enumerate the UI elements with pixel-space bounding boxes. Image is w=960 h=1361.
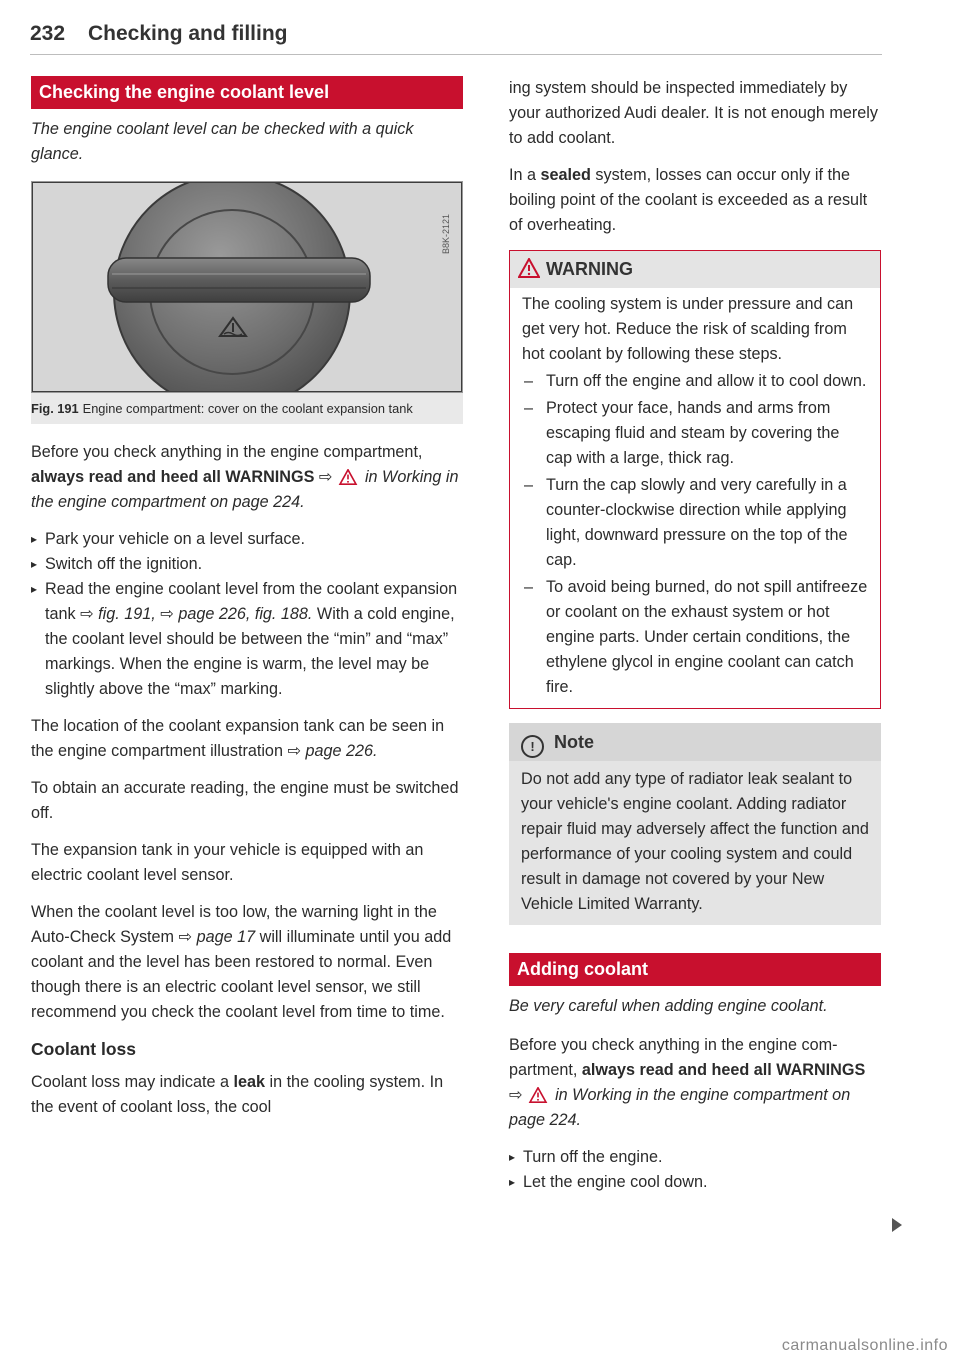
text-span: system, losses can occur only if the boiling point of the coolant is exceeded as a result of overheating. [509, 166, 868, 234]
step-list [509, 1145, 881, 1195]
figure-caption-text: Engine compartment: cover on the coolant expansion tank [82, 401, 413, 416]
section-lead: The engine coolant level can be checked with a quick glance. [31, 120, 414, 163]
text-span: With a cold engine, the coolant level should be between the “min” and “max” markings. When the engine is warm, the level may be slightly above the “max” marking. [45, 605, 455, 698]
step-list [31, 527, 463, 702]
paragraph-read-warnings [31, 440, 463, 515]
coolant-cap-figure [31, 181, 463, 393]
text-span: In a [509, 166, 541, 184]
figure-caption-label: Fig. 191 [31, 401, 79, 416]
warning-item: – Protect your face, hands and arms from escaping fluid and steam by covering the cap with a large, thick rag. [522, 396, 868, 471]
paragraph-read-warnings [509, 1033, 881, 1133]
paragraph-sensor: The expansion tank in your vehicle is equipped with an electric coolant level sensor. [31, 841, 424, 884]
text-span: When the coolant level is too low, the warning light in the Auto-Check System [31, 903, 437, 946]
paragraph-accurate-reading: To obtain an accurate reading, the engine must be switched off. [31, 779, 459, 822]
chapter-title: Checking and filling [88, 22, 288, 45]
paragraph-sealed [509, 163, 881, 238]
note-box [509, 723, 881, 925]
page-number: 232 [30, 22, 66, 45]
warning-intro: The cooling system is under pressure and can get very hot. Reduce the risk of scalding from hot coolant by following these steps. [522, 295, 854, 363]
step-item: ▸ Switch off the ignition. [31, 552, 463, 577]
step-item: ▸ Park your vehicle on a level surface. [31, 527, 463, 552]
text-span: ⇨ [509, 1086, 528, 1104]
italic-span: in Working in the engine compartment on page 224. [509, 1086, 851, 1129]
section-title-adding-coolant: Adding coolant [509, 953, 881, 986]
text-span: will illuminate until you add coolant and the level has been restored to normal. Even though there is an electric coolant level sensor, we still recommend you check the coolant level from time to time. [31, 928, 452, 1021]
note-body: Do not add any type of radiator leak sealant to your vehicle's engine coolant. Adding radiator repair fluid may adversely affect the function and performance of your cooling system and could result in damage not covered by your New Vehicle Limited Warranty. [521, 770, 869, 913]
figure-id-code: B8K-2121 [441, 214, 451, 255]
warning-triangle-icon [518, 258, 540, 278]
warning-item: – Turn the cap slowly and very carefully in a counter-clockwise direction while applying light, downward pressure on the top of the cap. [522, 473, 868, 573]
text-span: ⇨ [314, 468, 337, 486]
warning-item: – To avoid being burned, do not spill antifreeze or coolant on the exhaust system or hot engine parts. Under certain conditions, the ethylene glycol in engine coolant can catch fire. [522, 575, 868, 700]
warning-title: WARNING [546, 259, 633, 279]
exclamation-circle-icon: ! [521, 735, 544, 758]
text-span: The location of the coolant expansion tank can be seen in the engine compartment illustration [31, 717, 445, 760]
warning-triangle-icon [527, 1087, 549, 1103]
left-column [31, 76, 463, 1132]
warning-triangle-icon [337, 469, 359, 485]
cross-reference-link[interactable]: ⇨ fig. 191, ⇨ page 226, fig. 188. [80, 605, 313, 623]
paragraph-warning-light [31, 900, 463, 1025]
bold-span: always read and heed all WARNINGS [581, 1061, 866, 1079]
step-item: ▸ Turn off the engine. [509, 1145, 881, 1170]
bold-span: sealed [540, 166, 591, 184]
paragraph-location [31, 714, 463, 764]
note-header [509, 723, 881, 761]
cross-reference-link[interactable]: ⇨ page 226. [287, 742, 378, 760]
paragraph-inspection: ing system should be inspected immediately by your authorized Audi dealer. It is not enough merely to add coolant. [509, 79, 878, 147]
note-title: Note [554, 732, 594, 752]
warning-box [509, 250, 881, 709]
coolant-cap-illustration [32, 182, 462, 392]
text-span: Before you check anything in the engine compartment, [31, 443, 423, 461]
cross-reference-link[interactable]: ⇨ page 17 [178, 928, 256, 946]
section-lead: Be very careful when adding engine coolant. [509, 997, 828, 1015]
bold-span: always read and heed all WARNINGS [31, 468, 315, 486]
warning-body [510, 288, 880, 708]
page-header [30, 20, 882, 55]
text-span: Before you check anything in the engine compartment, [509, 1036, 838, 1079]
warning-item: – Turn off the engine and allow it to cool down. [522, 369, 868, 394]
next-page-arrow-icon [892, 1218, 902, 1232]
watermark: carmanualsonline.info [781, 1337, 948, 1354]
bold-span: leak [233, 1073, 265, 1091]
section-title-checking-coolant: Checking the engine coolant level [31, 76, 463, 109]
subheading-coolant-loss: Coolant loss [31, 1039, 137, 1059]
text-span: in the cooling system. In the event of coolant loss, the cool [31, 1073, 444, 1116]
text-span: Read the engine coolant level from the coolant expansion tank [45, 580, 458, 623]
figure-caption [31, 393, 463, 424]
right-column [509, 76, 881, 1207]
text-span: Coolant loss may indicate a [31, 1073, 234, 1091]
step-item [31, 577, 463, 702]
italic-span: in Working in the engine compartment on page 224. [31, 468, 459, 511]
paragraph-coolant-loss [31, 1070, 463, 1120]
warning-header [510, 251, 880, 288]
step-item: ▸ Let the engine cool down. [509, 1170, 881, 1195]
